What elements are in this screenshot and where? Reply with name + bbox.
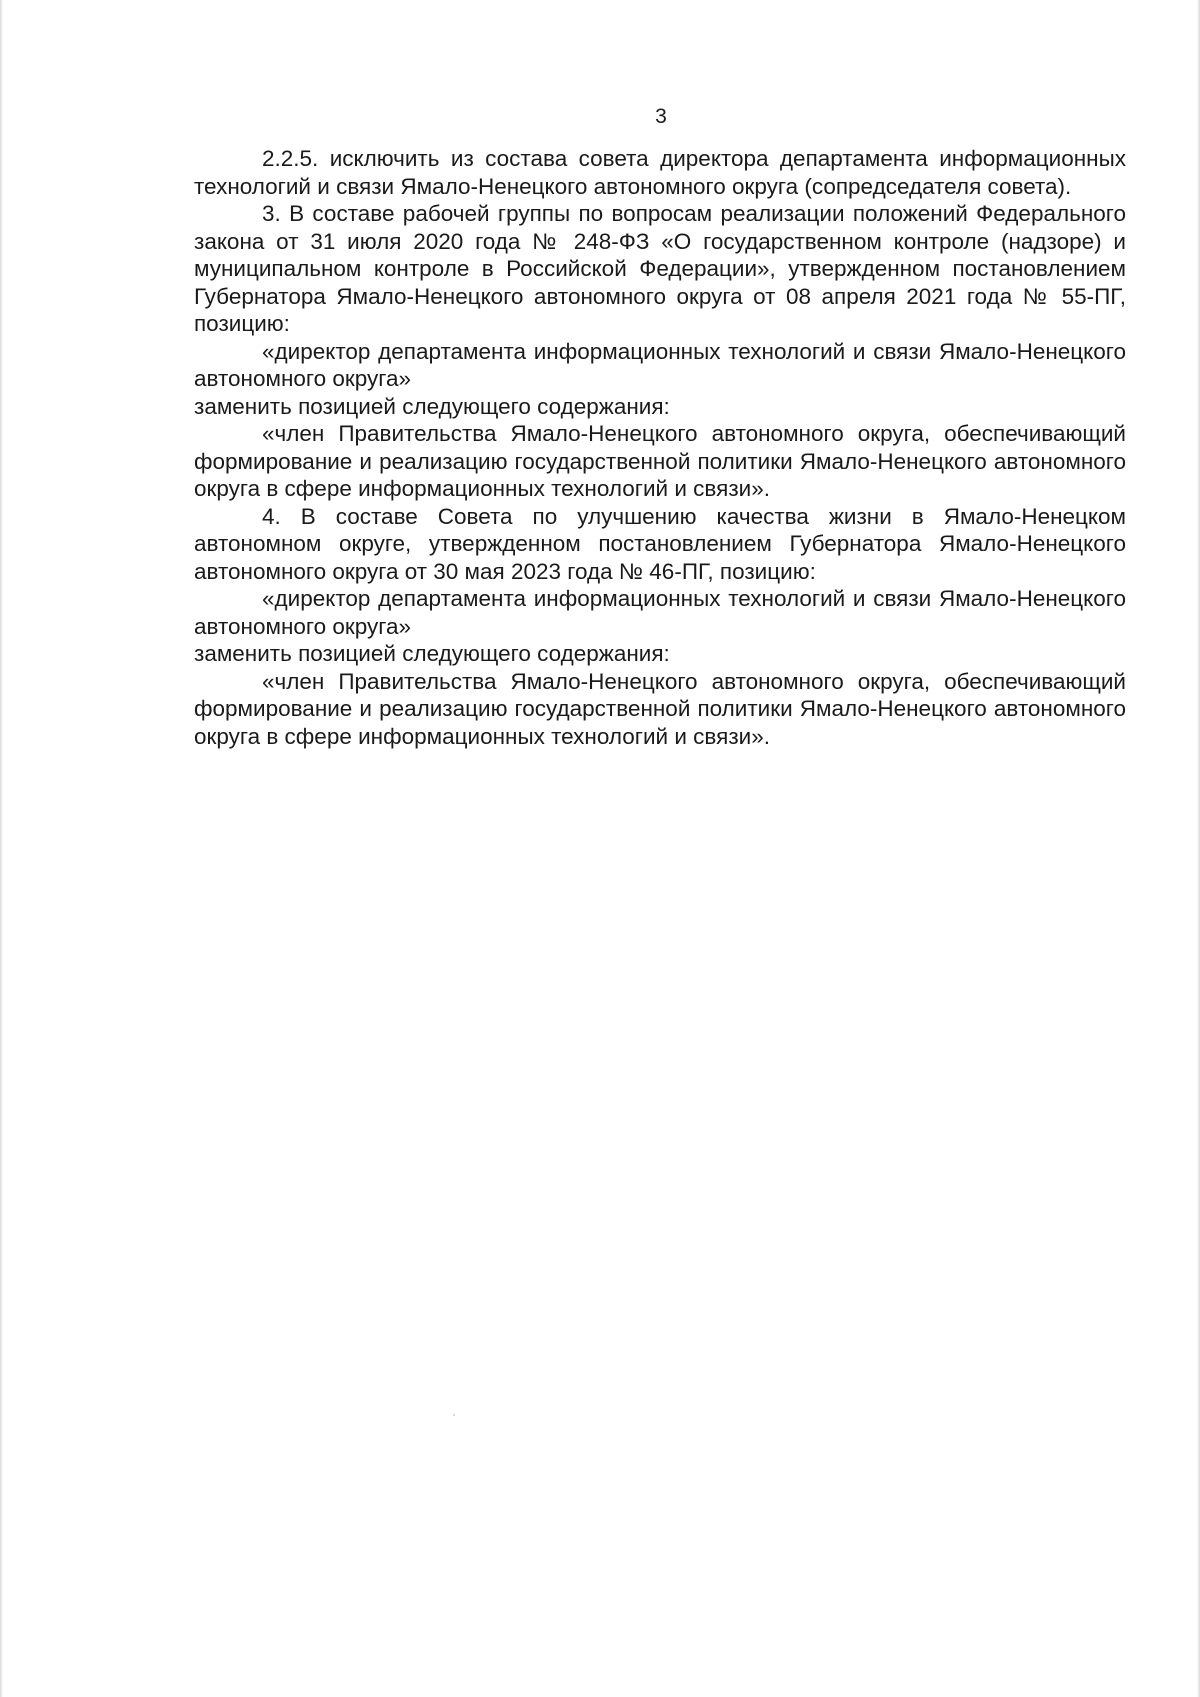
quoted-position-old-2: «директор департамента информационных технологий и связи Ямало-Ненецкого автономного округа»: [194, 586, 1126, 639]
quoted-position-new-1: «член Правительства Ямало-Ненецкого автономного округа, обеспечивающий формирование и реализацию государственной политики Ямало-Ненецкого автономного округа в сфере информационных технологий и связи».: [194, 421, 1126, 501]
quoted-position-new-2: «член Правительства Ямало-Ненецкого автономного округа, обеспечивающий формирование и реализацию государственной политики Ямало-Ненецкого автономного округа в сфере информационных технологий и связи».: [194, 668, 1126, 749]
page-number: 3: [655, 105, 667, 128]
quoted-position-old-1: «директор департамента информационных технологий и связи Ямало-Ненецкого автономного округа»: [194, 338, 1126, 391]
paragraph-4: 4. В составе Совета по улучшению качества жизни в Ямало-Ненецком автономном округе, утвержденном постановлением Губернатора Ямало-Ненецкого автономного округа от 30 мая 2023 года № 46-ПГ, позицию:: [194, 503, 1126, 584]
page-edge-left: [0, 0, 3, 1697]
replace-instruction-2: заменить позицией следующего содержания:: [194, 641, 670, 666]
document-body: [194, 145, 1126, 750]
replace-instruction-1: заменить позицией следующего содержания:: [194, 393, 670, 419]
scan-speck: [453, 1414, 455, 1416]
paragraph-3: 3. В составе рабочей группы по вопросам реализации положений Федерального закона от 31 июля 2020 года № 248-ФЗ «О государственном контроле (надзоре) и муниципальном контроле в Российской Федерации», утвержденном постановлением Губернатора Ямало-Ненецкого автономного округа от 08 апреля 2021 года № 55-ПГ, позицию:: [194, 201, 1126, 336]
paragraph-2-2-5: 2.2.5. исключить из состава совета директора департамента информационных технологий и связи Ямало-Ненецкого автономного округа (сопредседателя совета).: [194, 146, 1126, 199]
